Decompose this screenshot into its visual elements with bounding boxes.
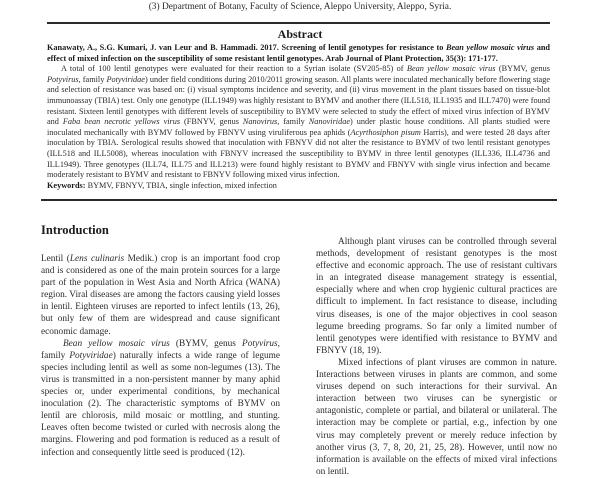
abstract-block — [47, 43, 550, 191]
top-divider — [47, 22, 550, 24]
introduction-heading: Introduction — [41, 223, 109, 237]
intro-paragraph-2: Bean yellow mosaic virus (BYMV, genus Potyvirus, family Potyviridae) naturally infects a wide range of legume species including lentil as well as some non-legumes (13). The virus is transmitted in a non-persistent manner by many aphid species or, under experimental conditions, by mechanical inoculation (2). The characteristic symptoms of BYMV on lentil are chlorosis, mild mosaic or mottling, and stunting. Leaves often become twisted or curled with necrosis along the margins. Flowering and pod formation is reduced as a result of infection and consequently little seed is produced (12). — [41, 338, 280, 458]
keywords-list: BYMV, FBNYV, TBIA, single infection, mixed infection — [85, 180, 277, 190]
abstract-body: A total of 100 lentil genotypes were evaluated for their reaction to a Syrian isolate (SV205-85) of Bean yellow mosaic virus (BYMV, genus Potyvirus, family Potyviridae) under field conditions during 2010/2011 growing season. All plants were inoculated mechanically before flowering stage and selection of resistance was based on: (i) visual symptoms incidence and severity, and (ii) virus movement in the plant tissues based on tissue-blot immunoassay (TBIA) test. Only one genotype (ILL1949) was highly resistant to BYMV and another there (ILL518, ILL1935 and ILL7470) were found resistant. Sixteen lentil genotypes with different levels of susceptibility to BYMV were selected to study the effect of mixed virus infection of BYMV and Faba bean necrotic yellows virus (FBNYV, genus Nanovirus, family Nanoviridae) under plastic house conditions. All plants studied were inoculated mechanically with BYMV followed by FBNYV using viruliferous pea aphids (Acyrthosiphon pisum Harris), and were tested 28 days after inoculation by TBIA. Serological results showed that inoculation with FBNYV did not alter the resistance to BYMV of two lentil resistant genotypes (ILL518 and ILL5008), whereas inoculation with FBNYV increased the susceptibility to BYMV in three lentil genotypes (ILL336, ILL4736 and ILL1949). Three genotypes (ILL74, ILL75 and ILL213) were found highly resistant to BYMV and FBNYV with single virus infection and became moderately resistant to BYMV and resistant to FBNYV following mixed virus infection. — [47, 64, 551, 180]
citation-virus-name: Bean yellow mosaic virus — [446, 43, 535, 52]
intro-left-column — [41, 253, 280, 459]
intro-paragraph-4: Mixed infections of plant viruses are common in nature. Interactions between viruses in plants are common, and some viruses depend on such interactions for their survival. An interaction between two viruses can be synergistic or antagonistic, complete or partial, and bilateral or unilateral. The interaction may be complete or partial, e.g., infection by one virus may completely prevent or merely reduce infection by another virus (3, 7, 8, 20, 21, 25, 28). However, until now no information is available on the effects of mixed viral infections on lentil. — [316, 357, 557, 477]
bottom-divider — [41, 199, 557, 201]
keywords-label: Keywords: — [47, 180, 86, 190]
intro-paragraph-3: Although plant viruses can be controlled through several methods, development of resistant genotypes is the most effective and economic approach. The use of resistant cultivars in an integrated disease management strategy is essential, especially where and when crop hygienic cultural practices are difficult to implement. In fact resistance to disease, including virus diseases, is one of the major objectives in cool season legume breeding programs. So far only a limited number of lentil genotypes were identified with resistance to BYMV and FBNYV (18, 19). — [316, 237, 557, 356]
abstract-citation: Kanawaty, A., S.G. Kumari, J. van Leur and B. Hammadi. 2017. Screening of lentil genotypes for resistance to Bean yellow mosaic virus and effect of mixed infection on the susceptibility of some resistant lentil genotypes. Arab Journal of Plant Protection, 35(3): 171-177. — [47, 43, 550, 63]
abstract-keywords — [47, 181, 550, 192]
intro-paragraph-1: Lentil (Lens culinaris Medik.) crop is an important food crop and is considered as one of the main protein sources for a large part of the population in West Asia and North Africa (WANA) region. Viral diseases are among the factors causing yield losses in lentil. Eighteen viruses are reported to infect lentils (13, 26), but only few of them are widespread and cause significant economic damage. — [41, 254, 280, 337]
intro-right-column — [316, 236, 557, 478]
abstract-heading: Abstract — [277, 27, 323, 41]
author-affiliation: (3) Department of Botany, Faculty of Science, Aleppo University, Aleppo, Syria. — [148, 2, 452, 12]
